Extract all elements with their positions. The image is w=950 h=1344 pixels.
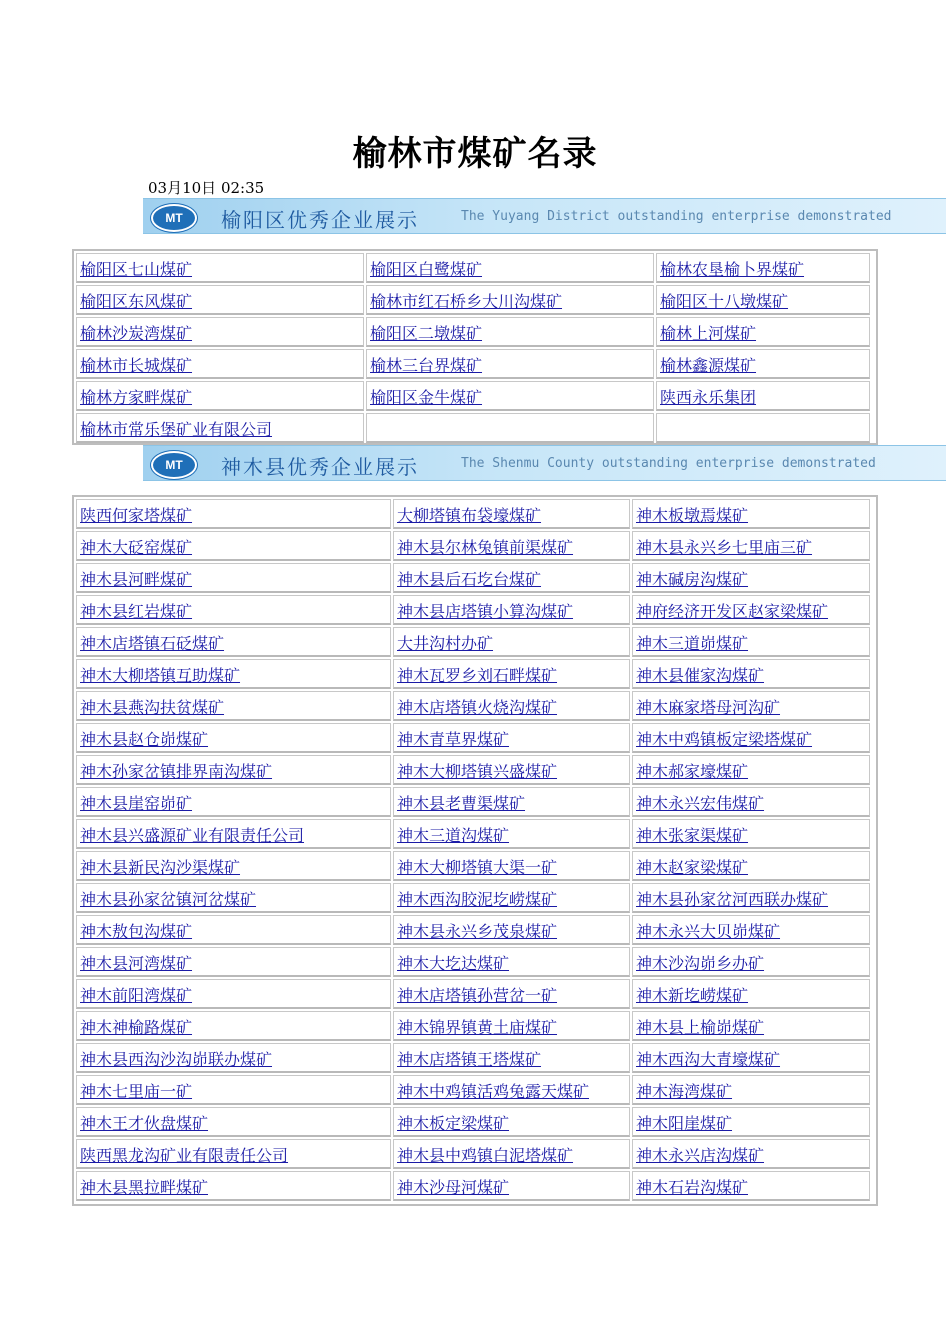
table-row: [75, 690, 875, 722]
mine-link[interactable]: 神木三道峁煤矿: [636, 634, 749, 653]
mine-link[interactable]: 神木大柳塔镇互助煤矿: [80, 666, 241, 685]
table-row: [75, 1042, 875, 1074]
mine-link[interactable]: 榆林上河煤矿: [660, 324, 757, 343]
table-row: [75, 316, 875, 348]
table-cell: [632, 979, 870, 1009]
table-cell: [632, 1011, 870, 1041]
table-row: [75, 412, 875, 444]
mine-link[interactable]: 神木县催家沟煤矿: [636, 666, 765, 685]
table-row: [75, 1106, 875, 1138]
mine-link[interactable]: 陕西黑龙沟矿业有限责任公司: [80, 1146, 289, 1165]
table-cell: [393, 723, 630, 753]
mine-link[interactable]: 神木县孙家岔镇河岔煤矿: [80, 890, 257, 909]
table-cell: [393, 1043, 630, 1073]
mine-link[interactable]: 神木瓦罗乡刘石畔煤矿: [397, 666, 558, 685]
mine-link[interactable]: 大柳塔镇布袋壕煤矿: [397, 506, 542, 525]
mine-link[interactable]: 神木店塔镇孙营岔一矿: [397, 986, 558, 1005]
table-cell: [76, 349, 364, 379]
table-cell: [632, 1075, 870, 1105]
mine-link[interactable]: 神木县中鸡镇白泥塔煤矿: [397, 1146, 574, 1165]
mine-link[interactable]: 神木孙家岔镇排界南沟煤矿: [80, 762, 273, 781]
table-row: [75, 818, 875, 850]
mine-link[interactable]: 神木县崖窑峁矿: [80, 794, 193, 813]
mine-link[interactable]: 神木县燕沟扶贫煤矿: [80, 698, 225, 717]
table-cell: [76, 595, 391, 625]
table-cell: [366, 253, 654, 283]
table-cell: [632, 787, 870, 817]
table-cell: [393, 819, 630, 849]
mine-link[interactable]: 神木麻家塔母河沟矿: [636, 698, 781, 717]
mine-link[interactable]: 神木板定梁煤矿: [397, 1114, 510, 1133]
table-row: [75, 978, 875, 1010]
table-cell: [632, 563, 870, 593]
table-row: [75, 562, 875, 594]
mine-link[interactable]: 榆林市常乐堡矿业有限公司: [80, 420, 273, 439]
mine-link[interactable]: 神木大砭窑煤矿: [80, 538, 193, 557]
mine-link[interactable]: 大井沟村办矿: [397, 634, 494, 653]
mine-link[interactable]: 神木永兴大贝峁煤矿: [636, 922, 781, 941]
publish-date: 03月10日 02:35: [148, 179, 265, 197]
mine-link[interactable]: 神木新圪崂煤矿: [636, 986, 749, 1005]
mine-link[interactable]: 神木县永兴乡茂泉煤矿: [397, 922, 558, 941]
mine-link[interactable]: 神木县上榆峁煤矿: [636, 1018, 765, 1037]
table-cell: [76, 1171, 391, 1201]
table-row: [75, 946, 875, 978]
table-cell: [656, 317, 870, 347]
table-cell: [632, 915, 870, 945]
table-cell: [393, 947, 630, 977]
table-cell: [393, 1139, 630, 1169]
table-cell: [632, 819, 870, 849]
table-cell: [393, 595, 630, 625]
table-cell: [393, 787, 630, 817]
table-cell: [76, 499, 391, 529]
mine-link[interactable]: 神木县红岩煤矿: [80, 602, 193, 621]
mine-link[interactable]: 神木县河湾煤矿: [80, 954, 193, 973]
table-cell: [393, 531, 630, 561]
table-row: [75, 1010, 875, 1042]
table-row: [75, 722, 875, 754]
table-cell: [76, 915, 391, 945]
shenmu-banner-title: 神木县优秀企业展示: [221, 455, 419, 479]
table-cell: [366, 413, 654, 443]
table-cell: [76, 531, 391, 561]
table-cell: [393, 563, 630, 593]
table-row: [75, 380, 875, 412]
table-row: [75, 252, 875, 284]
mine-link[interactable]: 神木店塔镇火烧沟煤矿: [397, 698, 558, 717]
table-cell: [632, 1139, 870, 1169]
mine-link[interactable]: 神木县老曹渠煤矿: [397, 794, 526, 813]
table-cell: [632, 1171, 870, 1201]
mine-link[interactable]: 神木青草界煤矿: [397, 730, 510, 749]
table-cell: [393, 1011, 630, 1041]
table-cell: [393, 915, 630, 945]
yuyang-banner-title: 榆阳区优秀企业展示: [221, 208, 419, 232]
shenmu-banner: [143, 445, 946, 481]
table-row: [75, 594, 875, 626]
mine-link[interactable]: 神木中鸡镇板定梁塔煤矿: [636, 730, 813, 749]
table-cell: [632, 531, 870, 561]
table-cell: [632, 947, 870, 977]
mine-link[interactable]: 神木石岩沟煤矿: [636, 1178, 749, 1197]
mine-link[interactable]: 陕西何家塔煤矿: [80, 506, 193, 525]
mine-link[interactable]: 榆林市红石桥乡大川沟煤矿: [370, 292, 563, 311]
mine-link[interactable]: 神木县店塔镇小算沟煤矿: [397, 602, 574, 621]
mine-link[interactable]: 神木沙沟峁乡办矿: [636, 954, 765, 973]
mine-link[interactable]: 神木碱房沟煤矿: [636, 570, 749, 589]
mine-link[interactable]: 神木西沟大青壕煤矿: [636, 1050, 781, 1069]
table-row: [75, 284, 875, 316]
mine-link[interactable]: 神木西沟胶泥圪崂煤矿: [397, 890, 558, 909]
mine-link[interactable]: 神木县尔林兔镇前渠煤矿: [397, 538, 574, 557]
table-cell: [632, 1107, 870, 1137]
mine-link[interactable]: 神木板墩焉煤矿: [636, 506, 749, 525]
mine-link[interactable]: 神木大柳塔镇大渠一矿: [397, 858, 558, 877]
mine-link[interactable]: 神木阳崖煤矿: [636, 1114, 733, 1133]
table-cell: [393, 659, 630, 689]
table-cell: [76, 659, 391, 689]
mine-link[interactable]: 神木大圪达煤矿: [397, 954, 510, 973]
mine-link[interactable]: 榆林鑫源煤矿: [660, 356, 757, 375]
mine-link[interactable]: 榆林三台界煤矿: [370, 356, 483, 375]
table-cell: [76, 691, 391, 721]
table-cell: [76, 317, 364, 347]
mt-logo-icon: MT: [151, 204, 197, 232]
table-cell: [76, 627, 391, 657]
mine-link[interactable]: 神木县赵仓峁煤矿: [80, 730, 209, 749]
table-row: [75, 1170, 875, 1202]
table-cell: [366, 381, 654, 411]
table-cell: [76, 1075, 391, 1105]
mine-link[interactable]: 神木永兴宏伟煤矿: [636, 794, 765, 813]
table-cell: [632, 499, 870, 529]
table-cell: [393, 499, 630, 529]
table-cell: [393, 627, 630, 657]
table-cell: [393, 691, 630, 721]
yuyang-mine-table: [72, 249, 878, 445]
table-cell: [632, 755, 870, 785]
yuyang-banner-subtitle: The Yuyang District outstanding enterprise demonstrated: [461, 209, 892, 224]
table-cell: [632, 659, 870, 689]
table-cell: [393, 1171, 630, 1201]
mine-link[interactable]: 神木县永兴乡七里庙三矿: [636, 538, 813, 557]
table-row: [75, 626, 875, 658]
table-cell: [632, 1043, 870, 1073]
mine-link[interactable]: 榆林沙炭湾煤矿: [80, 324, 193, 343]
table-cell: [76, 883, 391, 913]
table-cell: [76, 819, 391, 849]
mine-link[interactable]: 神木前阳湾煤矿: [80, 986, 193, 1005]
table-cell: [393, 851, 630, 881]
mine-link[interactable]: 榆阳区十八墩煤矿: [660, 292, 789, 311]
mine-link[interactable]: 神木店塔镇王塔煤矿: [397, 1050, 542, 1069]
mt-logo-icon: MT: [151, 451, 197, 479]
table-cell: [632, 691, 870, 721]
mine-link[interactable]: 神木锦界镇黄土庙煤矿: [397, 1018, 558, 1037]
yuyang-banner: [143, 198, 946, 234]
mine-link[interactable]: 神木中鸡镇活鸡兔露天煤矿: [397, 1082, 590, 1101]
table-row: [75, 498, 875, 530]
mine-link[interactable]: 神木王才伙盘煤矿: [80, 1114, 209, 1133]
table-cell: [366, 349, 654, 379]
mine-link[interactable]: 榆阳区七山煤矿: [80, 260, 193, 279]
mine-link[interactable]: 神木永兴店沟煤矿: [636, 1146, 765, 1165]
mine-link[interactable]: 神木店塔镇石砭煤矿: [80, 634, 225, 653]
table-cell: [656, 253, 870, 283]
mine-link[interactable]: 神木县河畔煤矿: [80, 570, 193, 589]
table-cell: [656, 381, 870, 411]
mine-link[interactable]: 神木敖包沟煤矿: [80, 922, 193, 941]
shenmu-banner-subtitle: The Shenmu County outstanding enterprise demonstrated: [461, 456, 876, 471]
table-row: [75, 914, 875, 946]
table-row: [75, 1074, 875, 1106]
table-cell: [76, 563, 391, 593]
mine-link[interactable]: 榆林方家畔煤矿: [80, 388, 193, 407]
table-cell: [76, 285, 364, 315]
table-cell: [632, 595, 870, 625]
table-cell: [76, 1011, 391, 1041]
table-row: [75, 1138, 875, 1170]
mine-link[interactable]: 神木郝家壕煤矿: [636, 762, 749, 781]
table-cell: [76, 253, 364, 283]
mine-link[interactable]: 神木海湾煤矿: [636, 1082, 733, 1101]
mine-link[interactable]: 神木赵家梁煤矿: [636, 858, 749, 877]
table-cell: [76, 723, 391, 753]
table-row: [75, 530, 875, 562]
table-cell: [76, 787, 391, 817]
shenmu-mine-table: [72, 495, 878, 1206]
table-cell: [656, 413, 870, 443]
mine-link[interactable]: 榆阳区白鹭煤矿: [370, 260, 483, 279]
table-cell: [393, 1107, 630, 1137]
mine-link[interactable]: 榆林农垦榆卜界煤矿: [660, 260, 805, 279]
table-cell: [393, 883, 630, 913]
mine-link[interactable]: 神木县新民沟沙渠煤矿: [80, 858, 241, 877]
table-cell: [76, 851, 391, 881]
table-cell: [366, 317, 654, 347]
mine-link[interactable]: 神木大柳塔镇兴盛煤矿: [397, 762, 558, 781]
mine-link[interactable]: 神木县西沟沙沟峁联办煤矿: [80, 1050, 273, 1069]
table-row: [75, 850, 875, 882]
table-cell: [76, 755, 391, 785]
table-cell: [76, 1139, 391, 1169]
table-cell: [76, 979, 391, 1009]
mine-link[interactable]: 榆林市长城煤矿: [80, 356, 193, 375]
mine-link[interactable]: 神木沙母河煤矿: [397, 1178, 510, 1197]
table-cell: [76, 1043, 391, 1073]
mine-link[interactable]: 榆阳区东风煤矿: [80, 292, 193, 311]
table-cell: [632, 627, 870, 657]
table-cell: [76, 381, 364, 411]
table-cell: [632, 723, 870, 753]
mine-link[interactable]: 神木县孙家岔河西联办煤矿: [636, 890, 829, 909]
table-row: [75, 348, 875, 380]
table-cell: [393, 1075, 630, 1105]
table-cell: [76, 413, 364, 443]
mine-link[interactable]: 榆阳区二墩煤矿: [370, 324, 483, 343]
table-cell: [76, 1107, 391, 1137]
table-cell: [393, 979, 630, 1009]
mine-link[interactable]: 神木县后石圪台煤矿: [397, 570, 542, 589]
mine-link[interactable]: 神府经济开发区赵家梁煤矿: [636, 602, 829, 621]
mine-link[interactable]: 榆阳区金牛煤矿: [370, 388, 483, 407]
table-cell: [632, 883, 870, 913]
table-cell: [656, 285, 870, 315]
table-cell: [393, 755, 630, 785]
mine-link[interactable]: 神木神榆路煤矿: [80, 1018, 193, 1037]
table-cell: [366, 285, 654, 315]
table-row: [75, 882, 875, 914]
mine-link[interactable]: 神木张家渠煤矿: [636, 826, 749, 845]
table-row: [75, 754, 875, 786]
mine-link[interactable]: 陕西永乐集团: [660, 388, 757, 407]
table-cell: [656, 349, 870, 379]
mine-link[interactable]: 神木三道沟煤矿: [397, 826, 510, 845]
page-title: 榆林市煤矿名录: [352, 134, 598, 174]
table-row: [75, 786, 875, 818]
table-cell: [76, 947, 391, 977]
mine-link[interactable]: 神木县黑拉畔煤矿: [80, 1178, 209, 1197]
mine-link[interactable]: 神木县兴盛源矿业有限责任公司: [80, 826, 305, 845]
table-cell: [632, 851, 870, 881]
mine-link[interactable]: 神木七里庙一矿: [80, 1082, 193, 1101]
table-row: [75, 658, 875, 690]
